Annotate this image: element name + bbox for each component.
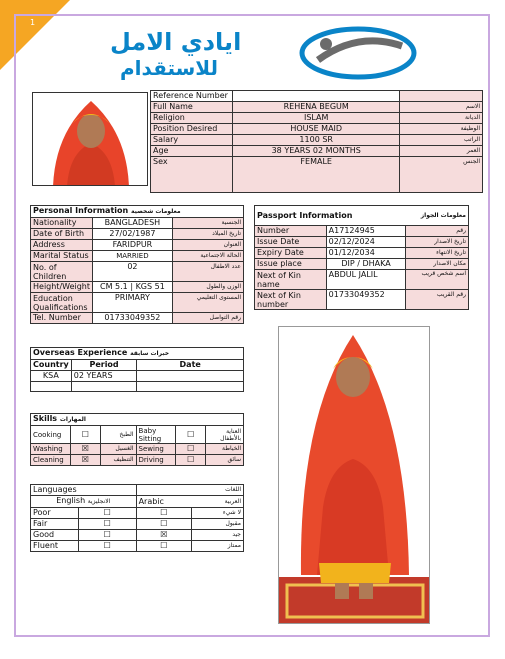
skills-table xyxy=(30,413,244,466)
ar-reference-number xyxy=(400,91,483,102)
label-age: Age xyxy=(151,146,233,157)
value-age: 38 YEARS 02 MONTHS xyxy=(232,146,399,157)
overseas-title: Overseas Experience xyxy=(33,348,128,357)
languages-title-ar: اللغات xyxy=(136,485,243,496)
label-expiry-date: Expiry Date xyxy=(255,248,327,259)
overseas-experience-table xyxy=(30,347,244,392)
ar-age: العمر xyxy=(400,146,483,157)
label-kin-name: Next of Kin name xyxy=(255,270,327,290)
overseas-header xyxy=(31,348,244,360)
value-sex: FEMALE xyxy=(232,157,399,193)
ar-address: العنوان xyxy=(172,240,243,251)
lang-english-header xyxy=(31,496,137,508)
label-dob: Date of Birth xyxy=(31,229,93,240)
lang-fair-en-checkbox[interactable]: ☐ xyxy=(78,519,136,530)
passport-info-title-ar: معلومات الجواز xyxy=(420,211,466,219)
passport-info-header xyxy=(255,206,469,226)
label-passport-number: Number xyxy=(255,226,327,237)
ar-expiry-date: تاريخ الانتهاء xyxy=(406,248,469,259)
skill-washing-ar: الغسيل xyxy=(100,444,136,455)
lang-fair-ar-checkbox[interactable]: ☐ xyxy=(136,519,192,530)
skills-title: Skills xyxy=(33,414,58,423)
ar-issue-date: تاريخ الاصدار xyxy=(406,237,469,248)
skill-driving: Driving xyxy=(136,455,176,466)
value-salary: 1100 SR xyxy=(232,135,399,146)
lang-arabic-header xyxy=(136,496,243,508)
skill-sewing: Sewing xyxy=(136,444,176,455)
value-expiry-date: 01/12/2034 xyxy=(326,248,406,259)
lang-english-label: English xyxy=(56,496,86,505)
label-reference-number: Reference Number xyxy=(151,91,233,102)
skill-cleaning: Cleaning xyxy=(31,455,71,466)
skill-cleaning-checkbox[interactable]: ☒ xyxy=(70,455,100,466)
languages-table xyxy=(30,484,244,552)
ar-passport-number: رقم xyxy=(406,226,469,237)
skill-driving-ar: سائق xyxy=(206,455,244,466)
skill-cooking: Cooking xyxy=(31,426,71,444)
ar-religion: الديانة xyxy=(400,113,483,124)
personal-info-header xyxy=(31,206,244,218)
ar-height-weight: الوزن والطول xyxy=(172,282,243,293)
label-full-name: Full Name xyxy=(151,102,233,113)
personal-info-title-ar: معلومات شخصية xyxy=(131,208,181,215)
skill-baby-sitting-checkbox[interactable]: ☐ xyxy=(176,426,206,444)
ar-kin-name: اسم شخص قريب xyxy=(406,270,469,290)
value-kin-name: ABDUL JALIL xyxy=(326,270,406,290)
logo-text-line1: ايادي الامل xyxy=(110,28,242,56)
label-issue-place: Issue place xyxy=(255,259,327,270)
skill-cleaning-ar: التنظيف xyxy=(100,455,136,466)
skill-washing: Washing xyxy=(31,444,71,455)
lang-good-ar: جيد xyxy=(192,530,244,541)
ar-full-name: الاسم xyxy=(400,102,483,113)
lang-poor-ar-checkbox[interactable]: ☐ xyxy=(136,508,192,519)
value-dob: 27/02/1987 xyxy=(93,229,173,240)
value-reference-number xyxy=(232,91,399,102)
exp-country: KSA xyxy=(31,371,72,382)
personal-info-title: Personal Information xyxy=(33,206,129,215)
logo-text-line2: للاستقدام xyxy=(120,56,218,80)
label-height-weight: Height/Weight xyxy=(31,282,93,293)
label-religion: Religion xyxy=(151,113,233,124)
value-passport-number: A17124945 xyxy=(326,226,406,237)
label-children: No. of Children xyxy=(31,262,93,282)
label-education: Education Qualifications xyxy=(31,293,93,313)
lang-fluent-ar: ممتاز xyxy=(192,541,244,552)
value-weight: KGS 51 xyxy=(135,282,165,291)
value-height: CM 5.1 xyxy=(100,282,128,291)
col-country: Country xyxy=(31,360,72,371)
value-nationality: BANGLADESH xyxy=(93,218,173,229)
passport-info-title: Passport Information xyxy=(257,210,353,220)
col-period: Period xyxy=(71,360,137,371)
lang-good: Good xyxy=(31,530,79,541)
value-address: FARIDPUR xyxy=(93,240,173,251)
candidate-photo-full xyxy=(278,326,430,624)
exp-country-2 xyxy=(31,382,72,392)
label-address: Address xyxy=(31,240,93,251)
lang-poor: Poor xyxy=(31,508,79,519)
lang-poor-en-checkbox[interactable]: ☐ xyxy=(78,508,136,519)
lang-poor-ar: لا شيء xyxy=(192,508,244,519)
ar-kin-number: رقم القريب xyxy=(406,290,469,310)
logo-swoosh-icon xyxy=(298,26,418,80)
ar-marital: الحالة الاجتماعية xyxy=(172,251,243,262)
value-full-name: REHENA BEGUM xyxy=(232,102,399,113)
value-height-weight: CM 5.1 | KGS 51 xyxy=(93,282,173,293)
value-education: PRIMARY xyxy=(93,293,173,313)
lang-fair-ar: مقبول xyxy=(192,519,244,530)
skill-sewing-ar: الخياطة xyxy=(206,444,244,455)
ar-salary: الراتب xyxy=(400,135,483,146)
ar-sex: الجنس xyxy=(400,157,483,193)
value-issue-date: 02/12/2024 xyxy=(326,237,406,248)
exp-date xyxy=(137,371,244,382)
value-kin-number: 01733049352 xyxy=(326,290,406,310)
exp-date-2 xyxy=(137,382,244,392)
lang-good-ar-checkbox[interactable]: ☒ xyxy=(136,530,192,541)
skill-driving-checkbox[interactable]: ☐ xyxy=(176,455,206,466)
label-kin-number: Next of Kin number xyxy=(255,290,327,310)
lang-good-en-checkbox[interactable]: ☐ xyxy=(78,530,136,541)
label-salary: Salary xyxy=(151,135,233,146)
exp-period-2 xyxy=(71,382,137,392)
skill-baby-sitting-ar: العناية بالأطفال xyxy=(206,426,244,444)
ar-nationality: الجنسية xyxy=(172,218,243,229)
lang-arabic-ar: العربية xyxy=(224,497,241,505)
candidate-photo-portrait xyxy=(32,92,148,186)
value-religion: ISLAM xyxy=(232,113,399,124)
label-sex: Sex xyxy=(151,157,233,193)
skills-title-ar: المهارات xyxy=(59,416,86,423)
label-position: Position Desired xyxy=(151,124,233,135)
lang-fair: Fair xyxy=(31,519,79,530)
value-issue-place: DIP / DHAKA xyxy=(326,259,406,270)
skills-header xyxy=(31,414,244,426)
value-tel: 01733049352 xyxy=(93,313,173,324)
value-position: HOUSE MAID xyxy=(232,124,399,135)
lang-arabic-label: Arabic xyxy=(138,496,164,506)
value-children: 02 xyxy=(93,262,173,282)
languages-title: Languages xyxy=(31,485,137,496)
ar-children: عدد الاطفال xyxy=(172,262,243,282)
label-marital: Marital Status xyxy=(31,251,93,262)
exp-period: 02 YEARS xyxy=(71,371,137,382)
label-issue-date: Issue Date xyxy=(255,237,327,248)
lang-fluent: Fluent xyxy=(31,541,79,552)
lang-english-ar: الانجليزية xyxy=(87,498,111,505)
label-nationality: Nationality xyxy=(31,218,93,229)
header-info-table xyxy=(150,90,483,193)
skill-cooking-ar: الطبخ xyxy=(100,426,136,444)
ar-position: الوظيفة xyxy=(400,124,483,135)
personal-info-table xyxy=(30,205,244,324)
ar-dob: تاريخ الميلاد xyxy=(172,229,243,240)
skill-sewing-checkbox[interactable]: ☐ xyxy=(176,444,206,455)
skill-washing-checkbox[interactable]: ☒ xyxy=(70,444,100,455)
label-tel: Tel. Number xyxy=(31,313,93,324)
page-number: 1 xyxy=(30,18,36,27)
overseas-title-ar: خبرات سابقة xyxy=(130,350,170,357)
lang-fluent-ar-checkbox[interactable]: ☐ xyxy=(136,541,192,552)
passport-info-table xyxy=(254,205,469,310)
ar-tel: رقم التواصل xyxy=(172,313,243,324)
skill-baby-sitting: Baby Sitting xyxy=(136,426,176,444)
value-marital: MARRIED xyxy=(93,251,173,262)
ar-education: المستوى التعليمي xyxy=(172,293,243,313)
lang-fluent-en-checkbox[interactable]: ☐ xyxy=(78,541,136,552)
skill-cooking-checkbox[interactable]: ☐ xyxy=(70,426,100,444)
ar-issue-place: مكان الاصدار xyxy=(406,259,469,270)
col-date: Date xyxy=(137,360,244,371)
